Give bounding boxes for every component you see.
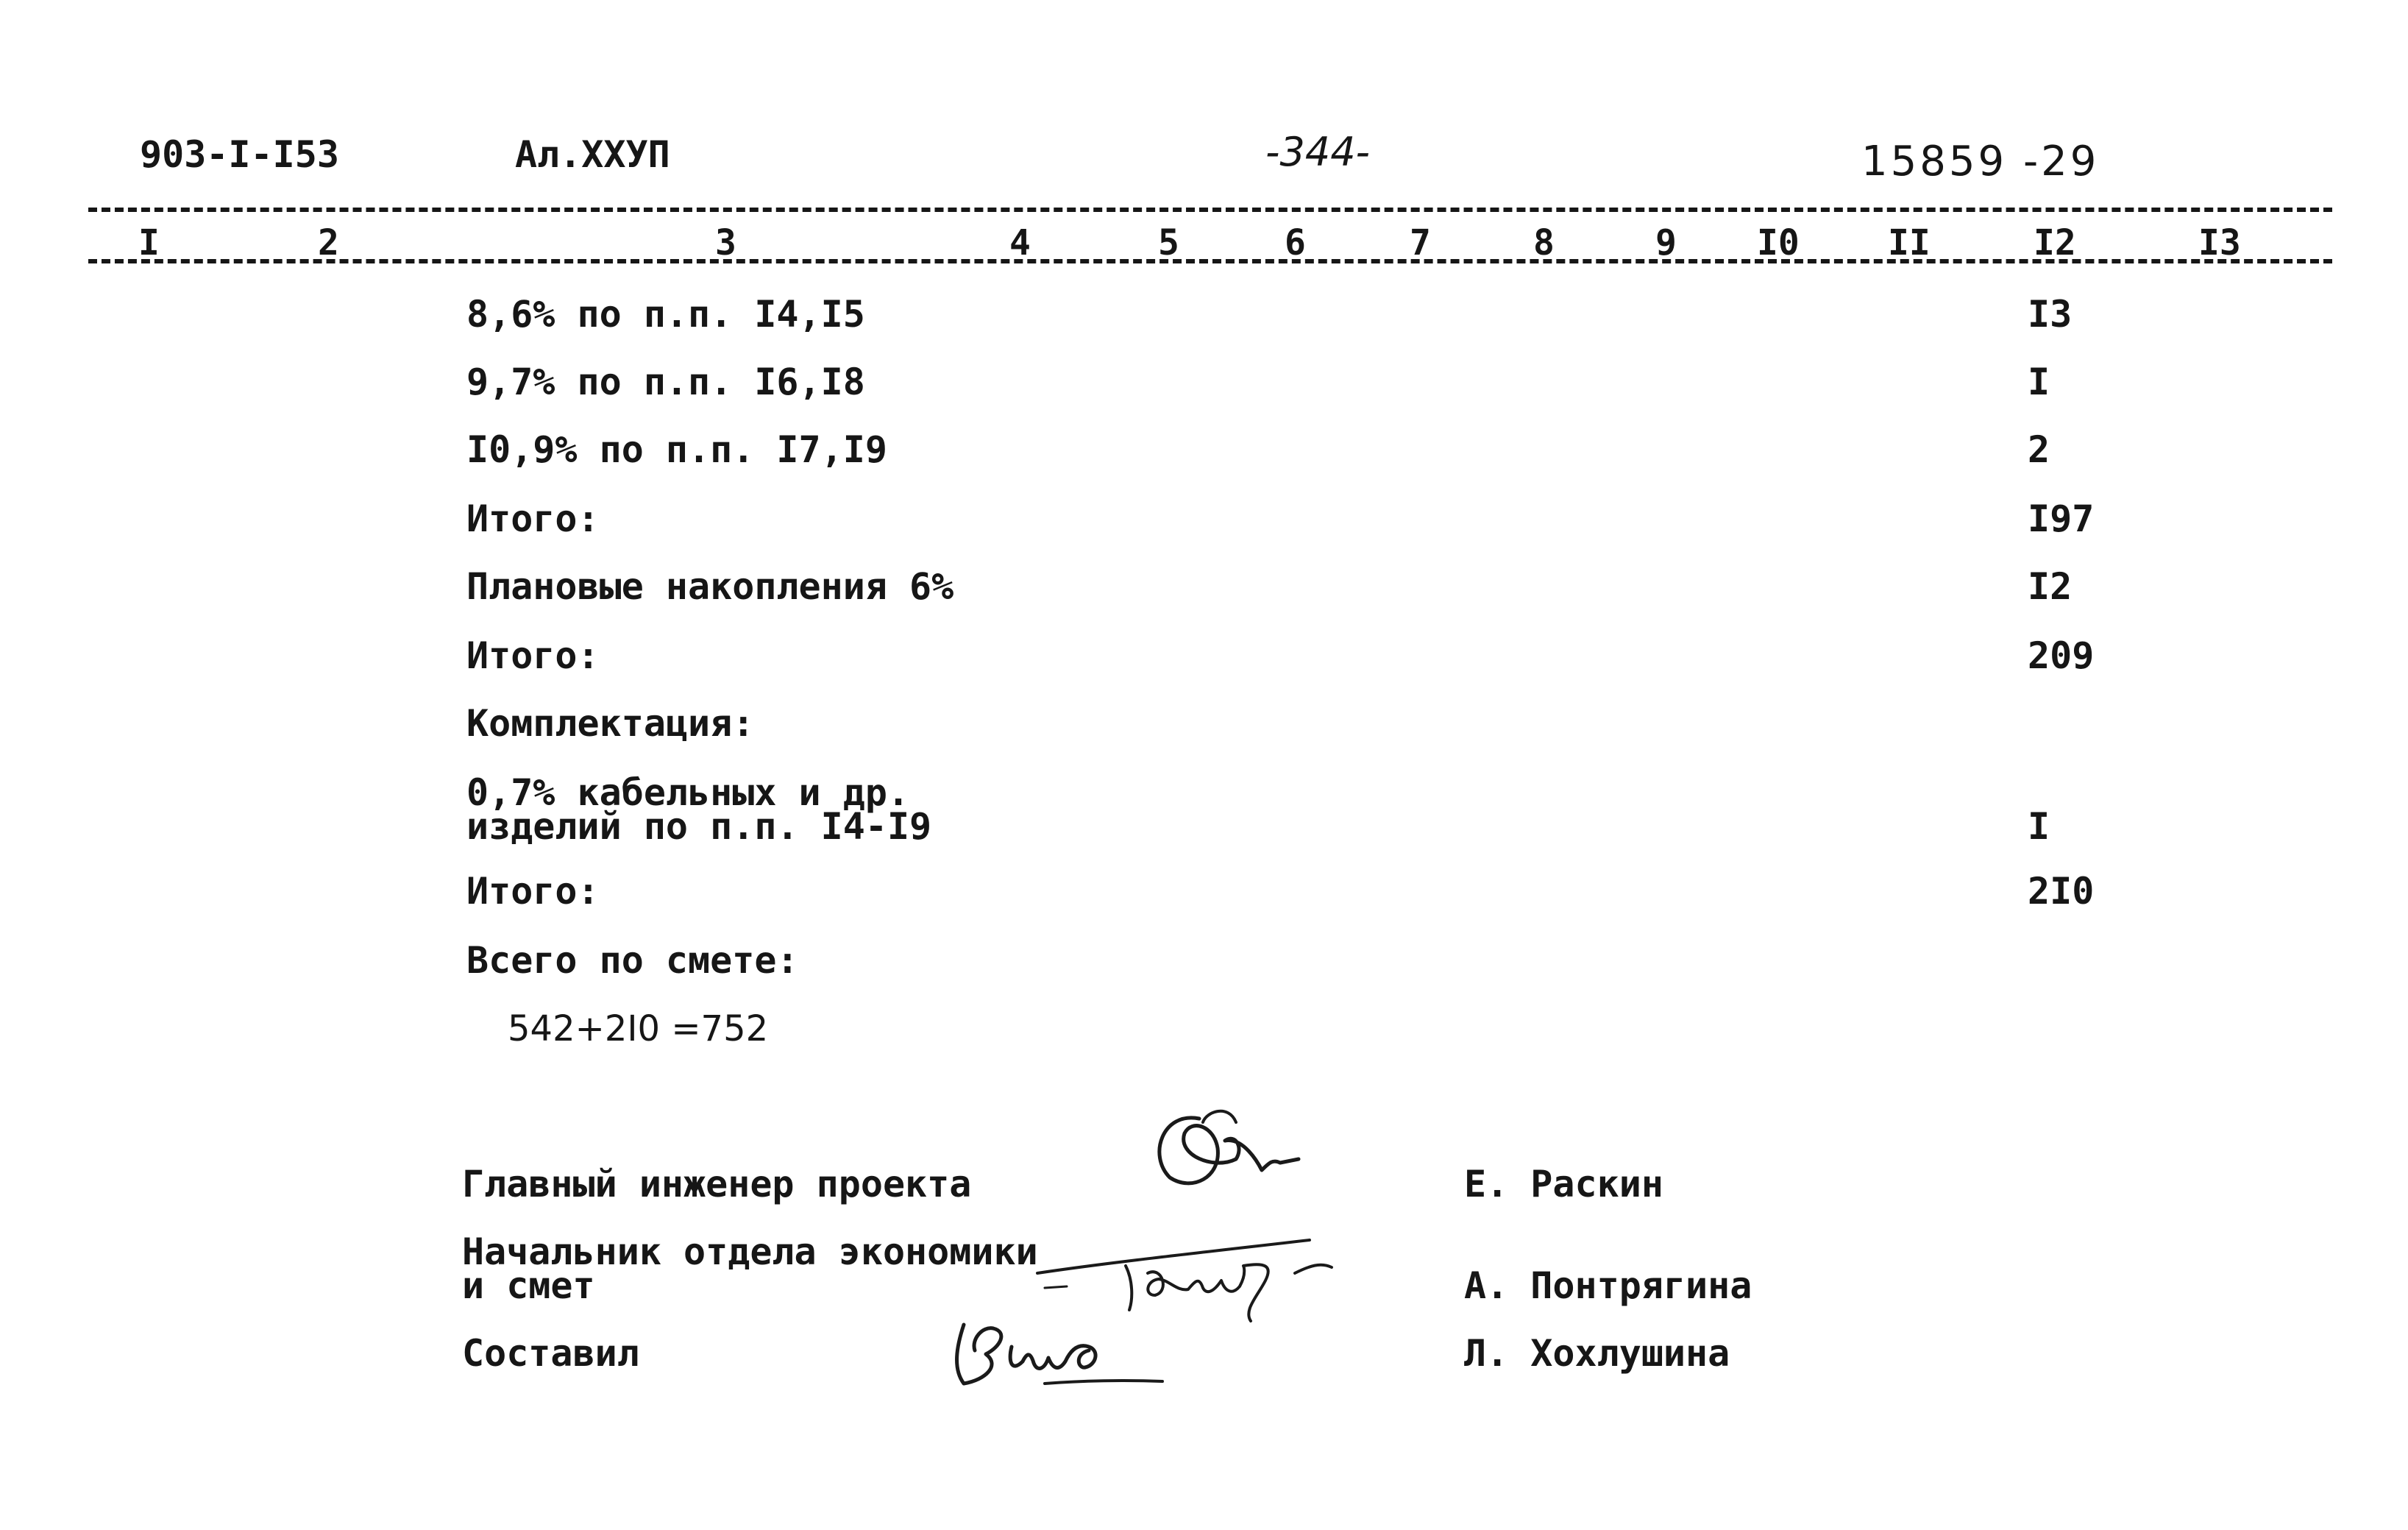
column-number: 5 <box>1158 222 1179 263</box>
row-value: I97 <box>2028 497 2095 540</box>
header-dashed-line-bottom <box>88 259 2332 263</box>
album-number: Ал.XXУП <box>515 133 670 176</box>
column-number: I0 <box>1757 222 1800 263</box>
row-text: I0,9% по п.п. I7,I9 <box>466 428 887 471</box>
column-number: 9 <box>1655 222 1677 263</box>
column-number: 3 <box>715 222 736 263</box>
doc-code: 903-I-I53 <box>140 133 339 176</box>
signature-economics-head <box>1023 1222 1405 1325</box>
signatory-title: Главный инженер проекта <box>462 1163 972 1205</box>
row-value: I3 <box>2028 293 2073 336</box>
signatory-title-continued: и смет <box>462 1264 595 1307</box>
column-number: II <box>1888 222 1931 263</box>
row-text: Комплектация: <box>466 702 755 745</box>
column-number: I3 <box>2198 222 2241 263</box>
row-text: 9,7% по п.п. I6,I8 <box>466 361 865 403</box>
signatory-name: Л. Хохлушина <box>1464 1332 1730 1375</box>
row-value: 2 <box>2028 428 2050 471</box>
row-text: Итого: <box>466 870 600 913</box>
signatory-title: Начальник отдела экономики <box>462 1230 1038 1273</box>
page-number: -344- <box>1265 129 1371 175</box>
row-text: 8,6% по п.п. I4,I5 <box>466 293 865 336</box>
signature-chief-engineer <box>1133 1089 1339 1214</box>
column-number: 7 <box>1410 222 1431 263</box>
column-number: 6 <box>1285 222 1306 263</box>
handwritten-reference: 15859 -29 <box>1861 138 2100 185</box>
signatory-name: Е. Раскин <box>1464 1163 1663 1205</box>
row-value: 209 <box>2028 634 2095 677</box>
signatory-title: Составил <box>462 1332 639 1375</box>
column-number: 8 <box>1533 222 1555 263</box>
estimate-total: 542+2I0 =752 <box>508 1008 769 1049</box>
row-text: Итого: <box>466 497 600 540</box>
row-text: Плановые накопления 6% <box>466 565 954 608</box>
row-value: I2 <box>2028 565 2073 608</box>
column-number: I <box>138 222 160 263</box>
column-number: 4 <box>1009 222 1031 263</box>
row-text: Всего по смете: <box>466 939 799 982</box>
row-value: 2I0 <box>2028 870 2095 913</box>
column-number: 2 <box>318 222 339 263</box>
signatory-name: А. Понтрягина <box>1464 1264 1752 1307</box>
signature-compiler <box>942 1310 1185 1391</box>
column-number: I2 <box>2034 222 2076 263</box>
row-text: 0,7% кабельных и др. <box>466 771 910 814</box>
row-text: Итого: <box>466 634 600 677</box>
row-text-continued: изделий по п.п. I4-I9 <box>466 805 932 848</box>
row-value: I <box>2028 805 2050 848</box>
header-dashed-line-top <box>88 208 2332 212</box>
row-value: I <box>2028 361 2050 403</box>
